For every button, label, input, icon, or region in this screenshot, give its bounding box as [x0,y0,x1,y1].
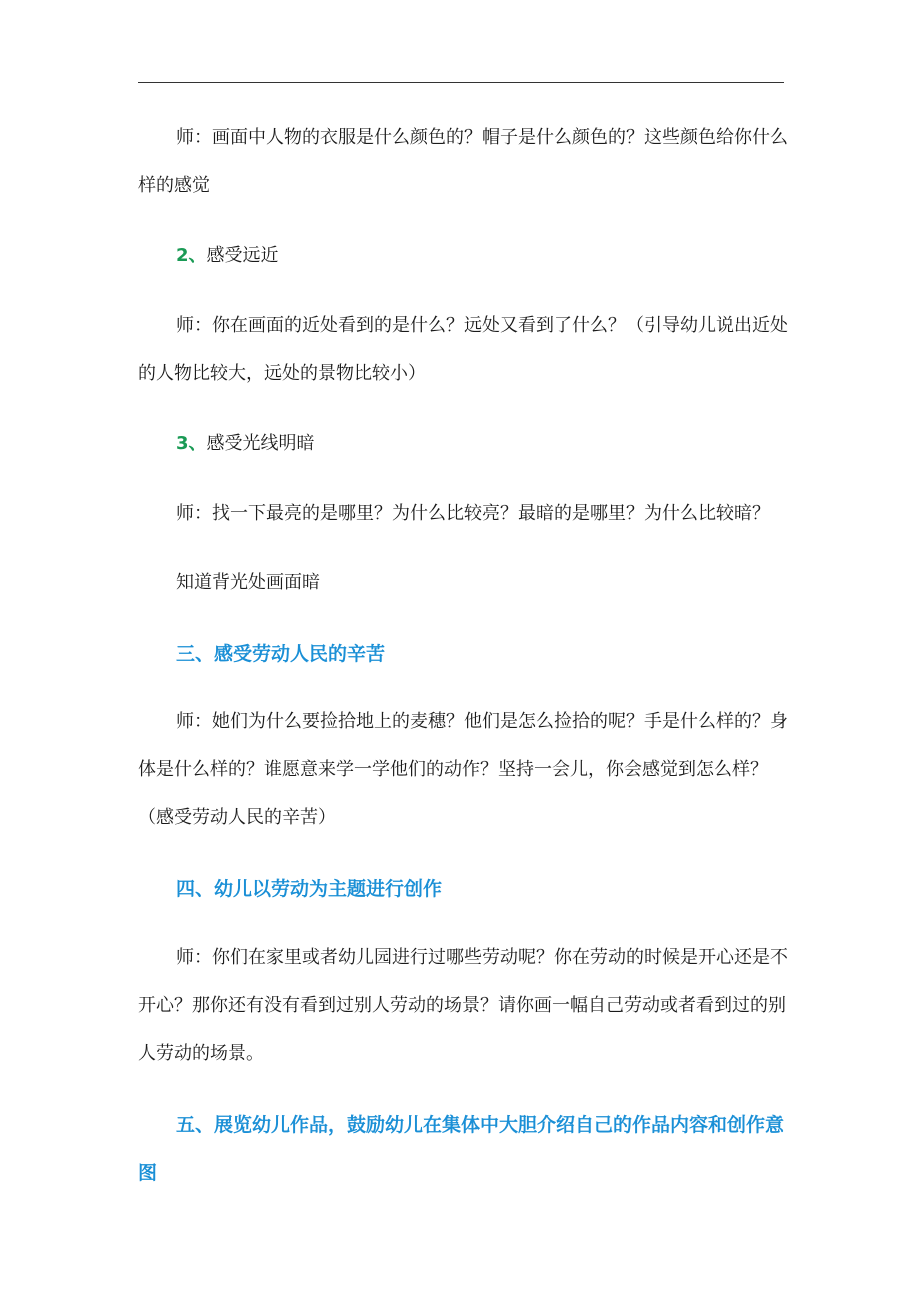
paragraph-backlight: 知道背光处画面暗 [176,572,320,593]
paragraph-gleaning: 师：她们为什么要捡拾地上的麦穗？他们是怎么捡拾的呢？手是什么样的？身体是什么样的？谁愿意来学一学他们的动作？坚持一会儿，你会感觉到怎么样？（感受劳动人民的辛苦） [138,711,788,828]
section-heading-5: 五、展览幼儿作品，鼓励幼儿在集体中大胆介绍自己的作品内容和创作意图 [138,1114,785,1184]
paragraph-clothing-colors: 师：画面中人物的衣服是什么颜色的？帽子是什么颜色的？这些颜色给你什么样的感觉 [138,127,788,196]
subheading-separator: 、 [188,433,207,454]
paragraph-brightest-darkest: 师：找一下最亮的是哪里？为什么比较亮？最暗的是哪里？为什么比较暗？ [176,503,770,524]
section-heading-3: 三、感受劳动人民的辛苦 [176,643,386,665]
paragraph-labor-creation: 师：你们在家里或者幼儿园进行过哪些劳动呢？你在劳动的时候是开心还是不开心？那你还有没有看到过别人劳动的场景？请你画一幅自己劳动或者看到过的别人劳动的场景。 [138,947,788,1064]
paragraph-near-far: 师：你在画面的近处看到的是什么？远处又看到了什么？（引导幼儿说出近处的人物比较大，远处的景物比较小） [138,315,788,384]
subheading-light-dark [138,420,836,468]
subheading-distance [138,232,836,280]
subheading-number: 2 [176,245,189,266]
subheading-text: 感受远近 [206,245,279,266]
subheading-text: 感受光线明暗 [206,433,315,454]
section-heading-4: 四、幼儿以劳动为主题进行创作 [176,878,443,900]
subheading-separator: 、 [188,245,207,266]
header-rule [138,82,784,83]
subheading-number: 3 [176,433,189,454]
